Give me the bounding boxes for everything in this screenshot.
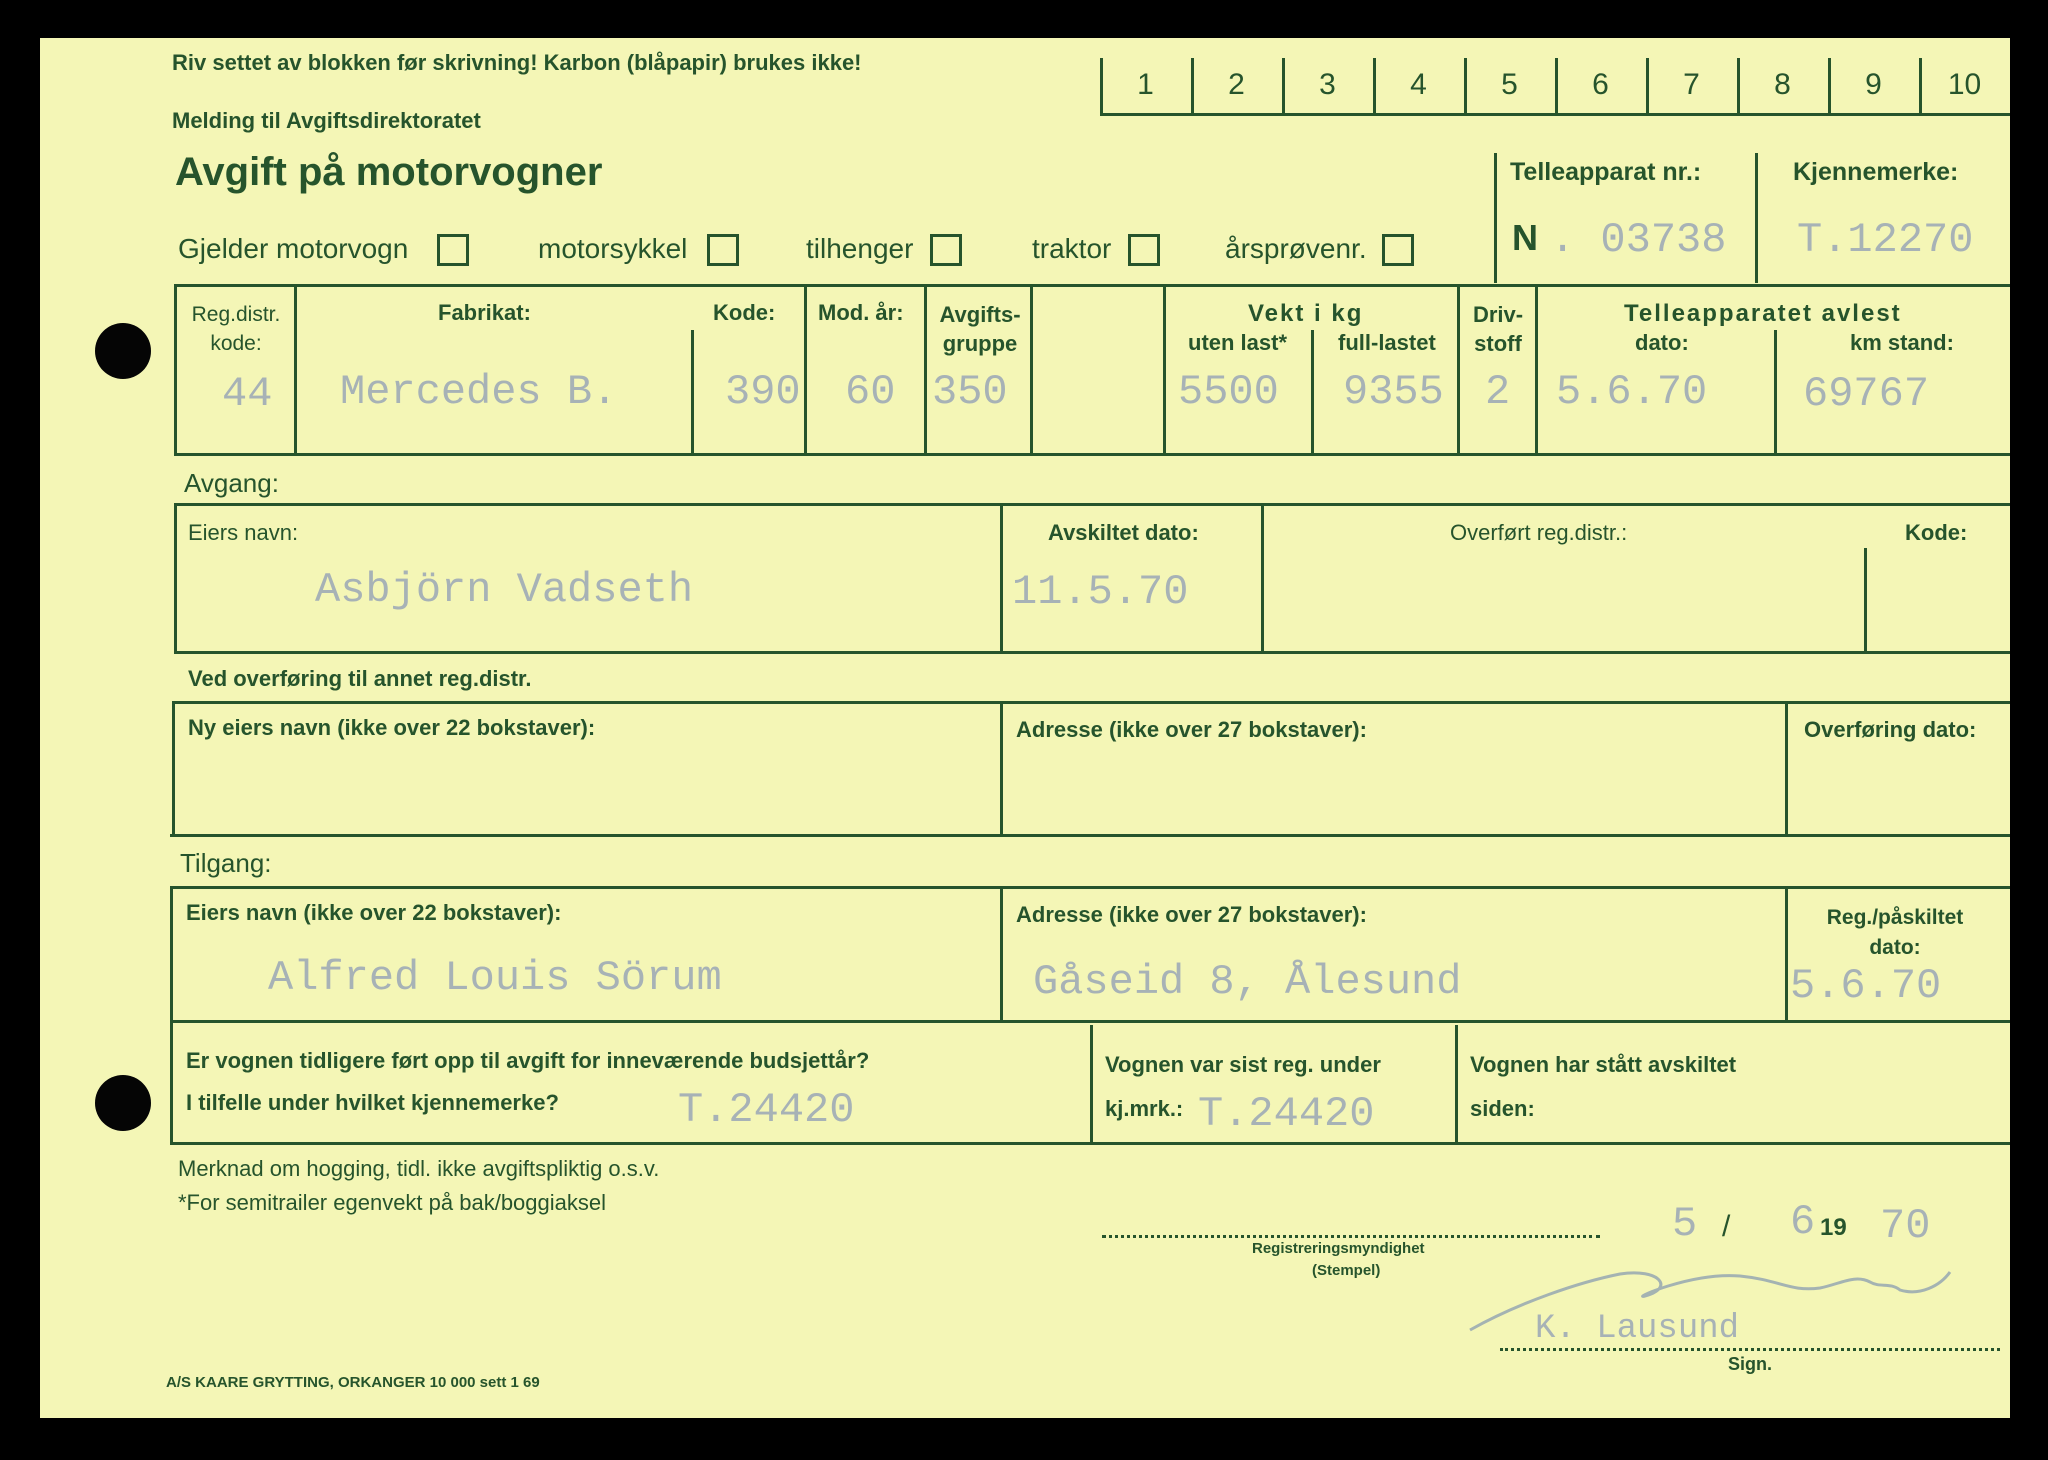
avskiltet-siden-label: Vognen har stått avskiltet bbox=[1470, 1052, 1737, 1077]
stamp-label: Registreringsmyndighet bbox=[1252, 1240, 1425, 1257]
drivstoff-value: 2 bbox=[1485, 368, 1511, 416]
divider bbox=[174, 503, 177, 653]
km-label: km stand: bbox=[1850, 330, 1954, 355]
divider bbox=[1785, 886, 1788, 1022]
checkbox-motorsykkel[interactable] bbox=[707, 234, 739, 266]
stamp-sublabel: (Stempel) bbox=[1312, 1262, 1381, 1279]
divider bbox=[1000, 503, 1003, 653]
divider bbox=[172, 701, 175, 837]
tilgang-heading: Tilgang: bbox=[180, 848, 272, 878]
punch-hole bbox=[95, 323, 151, 379]
label-traktor: traktor bbox=[1032, 233, 1112, 264]
vehicle-row-top bbox=[174, 284, 2010, 287]
avlest-label: Telleapparatet avlest bbox=[1624, 300, 1902, 327]
divider bbox=[1755, 153, 1758, 283]
mod-ar-label: Mod. år: bbox=[818, 300, 904, 325]
ved-overforing-label: Ved overføring til annet reg.distr. bbox=[188, 666, 532, 691]
checkbox-motorvogn[interactable] bbox=[437, 234, 469, 266]
full-lastet-value: 9355 bbox=[1343, 368, 1444, 416]
avgang-kode-label: Kode: bbox=[1905, 520, 1968, 545]
overforing-dato-label: Overføring dato: bbox=[1804, 717, 1977, 742]
avlest-dato-value: 5.6.70 bbox=[1556, 368, 1708, 416]
instruction-text: Riv settet av blokken før skrivning! Karbon (blåpapir) brukes ikke! bbox=[172, 50, 862, 75]
date-century: 19 bbox=[1820, 1214, 1847, 1241]
tilgang-adresse-label: Adresse (ikke over 27 bokstaver): bbox=[1016, 902, 1367, 927]
overfort-label: Overført reg.distr.: bbox=[1450, 520, 1628, 545]
divider bbox=[1030, 284, 1033, 456]
number-column-label: 6 bbox=[1592, 68, 1609, 101]
prior-plate-question: I tilfelle under hvilket kjennemerke? bbox=[186, 1090, 559, 1115]
divider bbox=[1785, 701, 1788, 837]
number-column-label: 5 bbox=[1501, 68, 1518, 101]
checkbox-traktor[interactable] bbox=[1128, 234, 1160, 266]
reg-paskiltet-label: Reg./påskiltet dato: bbox=[1826, 906, 1964, 959]
avgang-heading: Avgang: bbox=[184, 468, 279, 498]
divider bbox=[1494, 153, 1497, 283]
kjmrk-value: T.24420 bbox=[1198, 1090, 1375, 1138]
tilgang-owner-label: Eiers navn (ikke over 22 bokstaver): bbox=[186, 900, 562, 925]
avgiftsgruppe-label: Avgifts- gruppe bbox=[939, 302, 1021, 356]
avgang-mid2 bbox=[174, 701, 2010, 704]
number-column-label: 10 bbox=[1947, 68, 1982, 101]
tilgang-owner-value: Alfred Louis Sörum bbox=[268, 954, 722, 1002]
avgang-owner-label: Eiers navn: bbox=[188, 520, 299, 545]
avgang-bottom bbox=[170, 834, 2010, 837]
plate-label: Kjennemerke: bbox=[1793, 158, 1959, 186]
sign-label: Sign. bbox=[1728, 1354, 1772, 1374]
vekt-label: Vekt i kg bbox=[1248, 300, 1364, 327]
tilgang-adresse-value: Gåseid 8, Ålesund bbox=[1033, 958, 1462, 1006]
km-value: 69767 bbox=[1803, 370, 1930, 418]
divider bbox=[1864, 548, 1867, 653]
recipient-text: Melding til Avgiftsdirektoratet bbox=[172, 108, 481, 133]
merknad-text: Merknad om hogging, tidl. ikke avgiftspliktig o.s.v. bbox=[178, 1156, 660, 1181]
divider bbox=[691, 330, 694, 456]
reg-distr-value: 44 bbox=[222, 370, 273, 418]
divider bbox=[1261, 503, 1264, 653]
avskiltet-label: Avskiltet dato: bbox=[1048, 520, 1199, 545]
form-title: Avgift på motorvogner bbox=[175, 150, 603, 194]
mod-ar-value: 60 bbox=[845, 368, 896, 416]
avskiltet-value: 11.5.70 bbox=[1012, 568, 1189, 616]
kjmrk-label: kj.mrk.: bbox=[1105, 1096, 1184, 1121]
tilgang-top bbox=[170, 886, 2010, 889]
fabrikat-label: Fabrikat: bbox=[438, 300, 531, 325]
divider bbox=[1774, 330, 1777, 456]
prior-question: Er vognen tidligere ført opp til avgift for inneværende budsjettår? bbox=[186, 1048, 870, 1073]
label-arsprovenr: årsprøvenr. bbox=[1225, 233, 1367, 264]
checkbox-arsprovenr[interactable] bbox=[1382, 234, 1414, 266]
divider bbox=[1535, 284, 1538, 456]
divider bbox=[924, 284, 927, 456]
reg-paskiltet-value: 5.6.70 bbox=[1790, 962, 1942, 1010]
avlest-dato-label: dato: bbox=[1635, 330, 1689, 355]
date-month: 6 bbox=[1790, 1198, 1816, 1246]
divider bbox=[174, 284, 177, 456]
meter-prefix: N bbox=[1512, 217, 1538, 258]
date-separator: / bbox=[1722, 1210, 1731, 1243]
divider bbox=[170, 1020, 173, 1145]
label-tilhenger: tilhenger bbox=[806, 233, 914, 264]
checkbox-tilhenger[interactable] bbox=[930, 234, 962, 266]
uten-last-label: uten last* bbox=[1188, 330, 1288, 355]
number-column-label: 4 bbox=[1410, 68, 1427, 101]
avgang-top bbox=[174, 503, 2010, 506]
divider bbox=[1090, 1025, 1093, 1142]
avgiftsgruppe-value: 350 bbox=[932, 368, 1008, 416]
stamp-line bbox=[1102, 1235, 1600, 1238]
sist-reg-label: Vognen var sist reg. under bbox=[1105, 1052, 1381, 1077]
punch-hole bbox=[95, 1075, 151, 1131]
divider bbox=[804, 284, 807, 456]
divider bbox=[1457, 284, 1460, 456]
kode-value: 390 bbox=[725, 368, 801, 416]
divider bbox=[1000, 701, 1003, 837]
siden-label: siden: bbox=[1470, 1096, 1535, 1121]
avgang-adresse-label: Adresse (ikke over 27 bokstaver): bbox=[1016, 717, 1367, 742]
number-column-label: 3 bbox=[1319, 68, 1336, 101]
divider bbox=[1455, 1025, 1458, 1142]
label-motorvogn: Gjelder motorvogn bbox=[178, 233, 409, 264]
tilgang-mid bbox=[172, 1020, 2010, 1023]
reg-distr-label: Reg.distr. kode: bbox=[191, 303, 281, 355]
number-column-label: 9 bbox=[1865, 68, 1882, 101]
drivstoff-label: Driv- stoff bbox=[1472, 302, 1524, 356]
meter-label: Telleapparat nr.: bbox=[1510, 158, 1702, 186]
printer-imprint: A/S KAARE GRYTTING, ORKANGER 10 000 sett 1 69 bbox=[166, 1374, 540, 1391]
tilgang-bottom bbox=[170, 1142, 2010, 1145]
label-motorsykkel: motorsykkel bbox=[538, 233, 688, 264]
ny-eier-label: Ny eiers navn (ikke over 22 bokstaver): bbox=[188, 715, 596, 740]
divider bbox=[170, 886, 173, 1022]
number-column-label: 1 bbox=[1137, 68, 1154, 101]
prior-plate-value: T.24420 bbox=[678, 1086, 855, 1134]
number-column-label: 7 bbox=[1683, 68, 1700, 101]
sign-name: K. Lausund bbox=[1535, 1310, 1740, 1348]
divider bbox=[1163, 284, 1166, 456]
number-column-label: 2 bbox=[1228, 68, 1245, 101]
avgang-mid bbox=[174, 651, 2010, 654]
vehicle-row-bottom bbox=[174, 453, 2010, 456]
uten-last-value: 5500 bbox=[1178, 368, 1279, 416]
date-day: 5 bbox=[1672, 1200, 1698, 1248]
meter-value: . 03738 bbox=[1550, 216, 1727, 264]
full-lastet-label: full-lastet bbox=[1338, 330, 1436, 355]
divider bbox=[1311, 330, 1314, 456]
kode-label: Kode: bbox=[713, 300, 776, 325]
fabrikat-value: Mercedes B. bbox=[340, 368, 618, 416]
signature-line bbox=[1500, 1348, 2000, 1351]
divider bbox=[1000, 886, 1003, 1022]
date-year: 70 bbox=[1880, 1202, 1931, 1250]
number-column-label: 8 bbox=[1774, 68, 1791, 101]
divider bbox=[294, 284, 297, 456]
avgang-owner-value: Asbjörn Vadseth bbox=[315, 566, 694, 614]
plate-value: T.12270 bbox=[1797, 216, 1974, 264]
semitrailer-note: *For semitrailer egenvekt på bak/boggiaksel bbox=[178, 1190, 607, 1215]
